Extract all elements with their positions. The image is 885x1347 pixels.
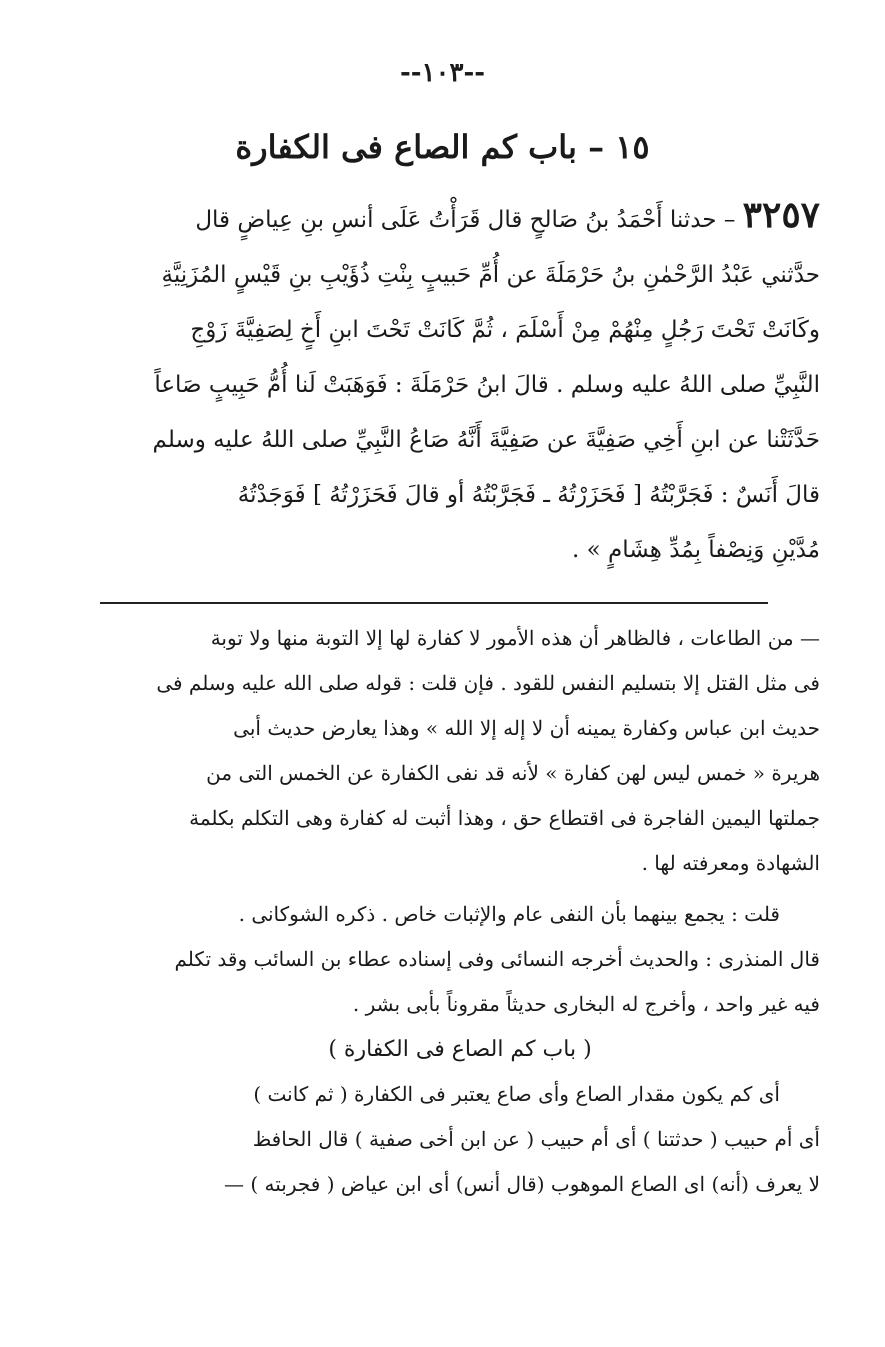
hadith-line: حَدَّثَتْنا عن ابنِ أَخِي صَفِيَّةَ عن صَفِيَّةَ أَنَّهُ صَاعُ النَّبِيِّ صلى اللهُ عليه وسلم — [152, 427, 820, 453]
page-number: --١٠٣-- — [399, 58, 486, 88]
chapter-heading: ١٥ – باب كم الصاع فى الكفارة — [235, 128, 650, 166]
commentary-line: حديث ابن عباس وكفارة يمينه أن لا إله إلا الله » وهذا يعارض حديث أبى — [233, 716, 820, 740]
hadith-line: مُدَّيْنِ وَنِصْفاً بِمُدِّ هِشَامٍ » . — [571, 537, 820, 563]
commentary-line: هريرة « خمس ليس لهن كفارة » لأنه قد نفى الكفارة عن الخمس التى من — [206, 761, 820, 785]
commentary-line: لا يعرف (أنه) اى الصاع الموهوب (قال أنس) أى ابن عياض ( فجربته ) — — [224, 1172, 820, 1196]
commentary — [100, 616, 820, 1207]
footnote-divider — [100, 602, 768, 604]
hadith-line: النَّبِيِّ صلى اللهُ عليه وسلم . قالَ ابنُ حَرْمَلَةَ : فَوَهَبَتْ لَنا أُمُّ حَبِيبٍ صَاعاً — [154, 372, 820, 398]
commentary-line: الشهادة ومعرفته لها . — [641, 851, 820, 875]
commentary-line: فيه غير واحد ، وأخرج له البخارى حديثاً مقروناً بأبى بشر . — [352, 992, 820, 1016]
commentary-line: قال المنذرى : والحديث أخرجه النسائى وفى إسناده عطاء بن السائب وقد تكلم — [174, 947, 820, 971]
hadith-text — [100, 188, 820, 578]
hadith-line: حدَّثني عَبْدُ الرَّحْمٰنِ بنُ حَرْمَلَةَ عن أُمِّ حَبيبٍ بِنْتِ ذُؤَيْبِ بنِ قَيْسٍ المُزَنِيَّةِ — [161, 262, 820, 288]
hadith-line: ٣٢٥٧ – حدثنا أَحْمَدُ بنُ صَالحٍ قال قَرَأْتُ عَلَى أنسِ بنِ عِياضٍ قال — [195, 194, 820, 236]
commentary-sub-heading: ( باب كم الصاع فى الكفارة ) — [328, 1037, 592, 1062]
commentary-line: جملتها اليمين الفاجرة فى اقتطاع حق ، وهذا أثبت له كفارة وهى التكلم بكلمة — [189, 806, 820, 830]
hadith-line: وكَانَتْ تَحْتَ رَجُلٍ مِنْهُمْ مِنْ أَسْلَمَ ، ثُمَّ كَانَتْ تَحْتَ ابنِ أَخٍ لِصَفِيَّةَ زَوْجِ — [190, 317, 820, 343]
hadith-line: قالَ أَنَسٌ : فَجَرَّبْتُهُ [ فَحَزَرْتُهُ ـ فَجَرَّبْتُهُ أو قالَ فَحَزَرْتُهُ ] فَوَجَدْتُهُ — [237, 482, 820, 508]
commentary-line: — من الطاعات ، فالظاهر أن هذه الأمور لا كفارة لها إلا التوبة منها ولا توبة — [210, 626, 820, 650]
commentary-line: فى مثل القتل إلا بتسليم النفس للقود . فإن قلت : قوله صلى الله عليه وسلم فى — [156, 671, 820, 695]
commentary-line: أى كم يكون مقدار الصاع وأى صاع يعتبر فى الكفارة ( ثم كانت ) — [253, 1082, 780, 1106]
commentary-line: أى أم حبيب ( حدثتنا ) أى أم حبيب ( عن ابن أخى صفية ) قال الحافظ — [252, 1127, 820, 1151]
commentary-line: قلت : يجمع بينهما بأن النفى عام والإثبات خاص . ذكره الشوكانى . — [238, 902, 780, 926]
hadith-number: ٣٢٥٧ — [742, 194, 820, 236]
